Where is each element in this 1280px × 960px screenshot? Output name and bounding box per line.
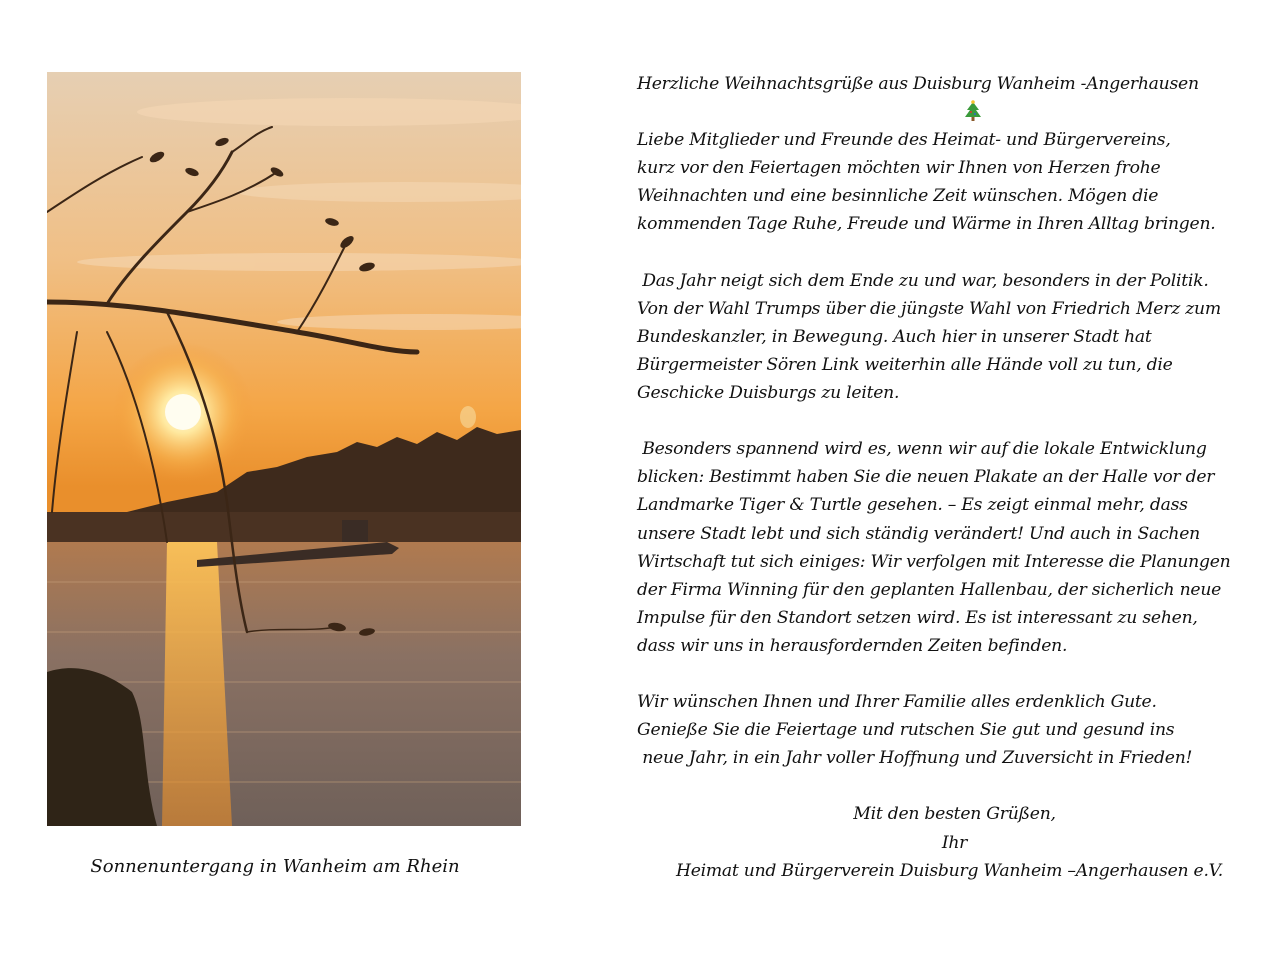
letter-title: Herzliche Weihnachtsgrüße aus Duisburg Wanheim -Angerhausen bbox=[637, 74, 1199, 94]
paragraph-local: Besonders spannend wird es, wenn wir auf die lokale Entwicklung blicken: Bestimmt haben Sie die neuen Plakate an der Halle vor der Landmarke Tiger & Turtle gesehen. – Es zeigt einmal mehr, dass unsere Stadt lebt und sich ständig verändert! Und auch in Sachen Wirtschaft tut sich einiges: Wir verfolgen mit Interesse die Planungen der Firma Winning für den geplanten Hallenbau, der sicherlich neue Impulse für den Standort setzen wird. Es ist interessant zu sehen, dass wir uns in herausfordernden Zeiten befinden. bbox=[637, 439, 1231, 656]
paragraph-politics: Das Jahr neigt sich dem Ende zu und war, besonders in der Politik. Von der Wahl Trumps über die jüngste Wahl von Friedrich Merz zum Bundeskanzler, in Bewegung. Auch hier in unserer Stadt hat Bürgermeister Sören Link weiterhin alle Hände voll zu tun, die Geschicke Duisburgs zu leiten. bbox=[637, 270, 1221, 404]
sunset-photo bbox=[47, 72, 521, 826]
paragraph-greeting: Liebe Mitglieder und Freunde des Heimat- und Bürgervereins, kurz vor den Feiertagen möchten wir Ihnen von Herzen frohe Weihnachten und eine besinnliche Zeit wünschen. Mögen die kommenden Tage Ruhe, Freude und Wärme in Ihren Alltag bringen. bbox=[637, 130, 1216, 235]
closing-ihr: Ihr bbox=[941, 832, 968, 853]
signature: Heimat und Bürgerverein Duisburg Wanheim –Angerhausen e.V. bbox=[675, 860, 1224, 881]
photo-caption: Sonnenuntergang in Wanheim am Rhein bbox=[90, 856, 460, 877]
christmas-tree-icon bbox=[637, 98, 1262, 126]
letter-closing bbox=[637, 800, 1262, 884]
paragraph-wishes: Wir wünschen Ihnen und Ihrer Familie alles erdenklich Gute. Genieße Sie die Feiertage und rutschen Sie gut und gesund ins neue Jahr, in ein Jahr voller Hoffnung und Zuversicht in Frieden! bbox=[637, 692, 1193, 769]
closing-greeting: Mit den besten Grüßen, bbox=[853, 804, 1056, 825]
letter-body bbox=[637, 70, 1262, 885]
